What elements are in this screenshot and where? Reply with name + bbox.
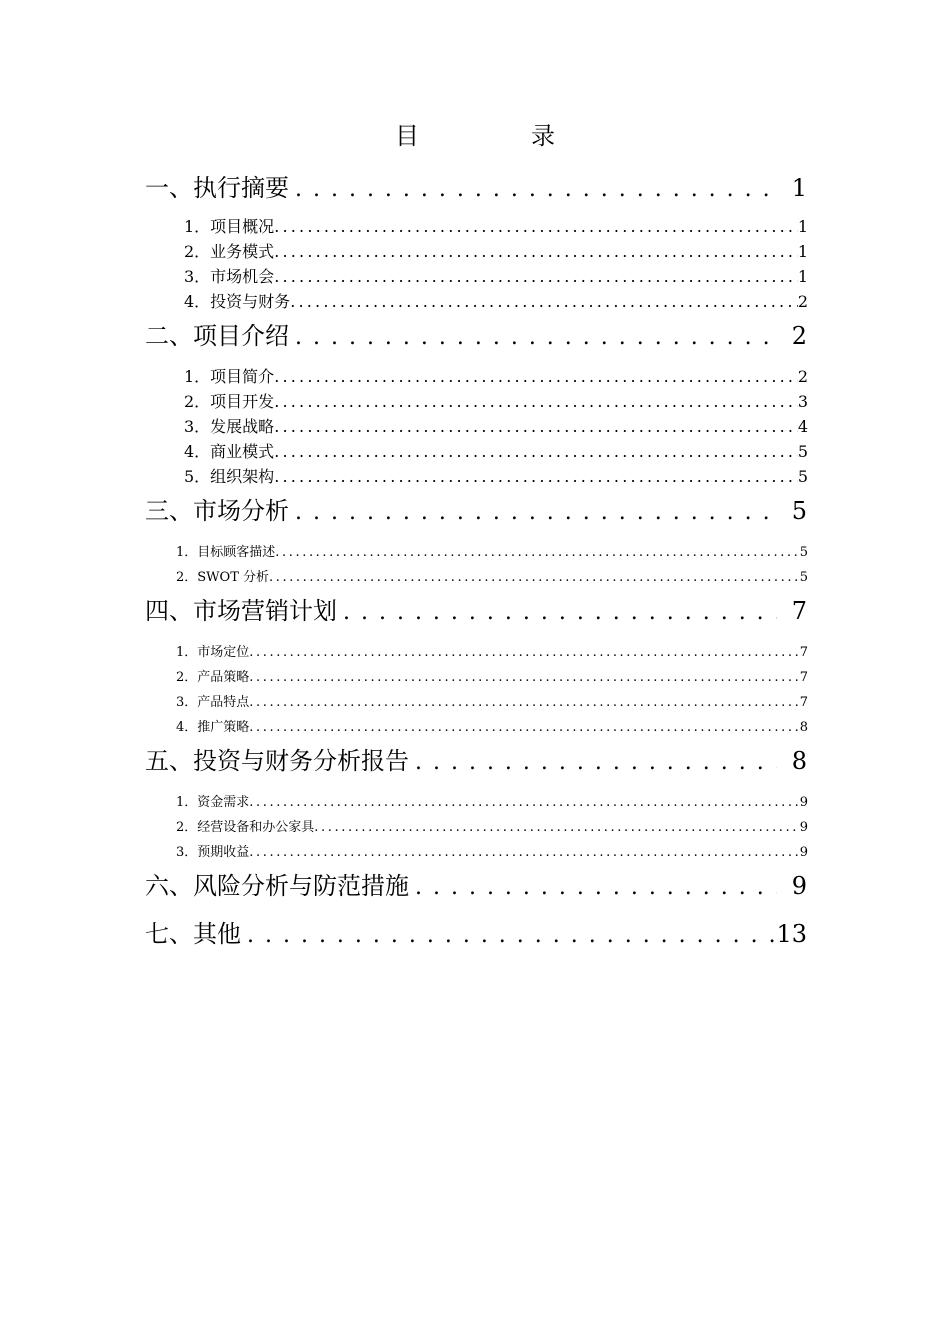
dot-leader bbox=[289, 325, 777, 350]
dot-leader bbox=[274, 417, 798, 436]
toc-item[interactable] bbox=[176, 666, 808, 688]
dot-leader bbox=[274, 217, 798, 236]
toc-item[interactable] bbox=[176, 716, 808, 738]
toc-heading-label: 六、风险分析与防范措施 bbox=[145, 872, 409, 900]
toc-item[interactable] bbox=[184, 414, 808, 438]
toc-item[interactable] bbox=[176, 816, 808, 838]
toc-item-label: 4．投资与财务 bbox=[184, 292, 291, 311]
dot-leader bbox=[289, 177, 777, 202]
dot-leader bbox=[274, 442, 798, 461]
toc-page-number: 9 bbox=[799, 795, 808, 810]
toc-page-number: 8 bbox=[791, 747, 807, 775]
toc-page-number: 9 bbox=[791, 872, 807, 900]
dot-leader bbox=[249, 695, 798, 710]
dot-leader bbox=[314, 820, 798, 835]
toc-heading-5[interactable] bbox=[145, 741, 807, 775]
toc-item[interactable] bbox=[184, 389, 808, 413]
toc-item[interactable] bbox=[176, 691, 808, 713]
dot-leader bbox=[249, 670, 798, 685]
toc-page-number: 5 bbox=[797, 467, 808, 486]
toc-page-number: 7 bbox=[791, 597, 807, 625]
toc-item[interactable] bbox=[184, 439, 808, 463]
dot-leader bbox=[274, 392, 798, 411]
dot-leader bbox=[274, 242, 798, 261]
toc-page-number: 8 bbox=[799, 720, 808, 735]
toc-heading-2[interactable] bbox=[145, 316, 807, 350]
toc-item-label: 2．业务模式 bbox=[184, 242, 275, 261]
dot-leader bbox=[409, 750, 777, 775]
dot-leader bbox=[337, 600, 777, 625]
toc-item[interactable] bbox=[184, 264, 808, 288]
dot-leader bbox=[290, 292, 798, 311]
toc-heading-label: 七、其他 bbox=[145, 920, 241, 948]
toc-page-number: 5 bbox=[791, 497, 807, 525]
toc-item-label: 4．商业模式 bbox=[184, 442, 275, 461]
toc-item[interactable] bbox=[184, 364, 808, 388]
toc-page-number: 2 bbox=[791, 322, 807, 350]
toc-page-number: 1 bbox=[797, 267, 808, 286]
toc-item-label: 3．预期收益 bbox=[176, 845, 250, 860]
toc-heading-label: 二、项目介绍 bbox=[145, 322, 289, 350]
toc-item-label: 2．项目开发 bbox=[184, 392, 275, 411]
toc-item[interactable] bbox=[176, 841, 808, 863]
dot-leader bbox=[269, 570, 798, 585]
toc-item[interactable] bbox=[184, 214, 808, 238]
dot-leader bbox=[274, 267, 798, 286]
toc-heading-label: 五、投资与财务分析报告 bbox=[145, 747, 409, 775]
toc-item[interactable] bbox=[176, 541, 808, 563]
toc-item[interactable] bbox=[176, 566, 808, 588]
toc-heading-4[interactable] bbox=[145, 591, 807, 625]
toc-item[interactable] bbox=[184, 289, 808, 313]
toc-item[interactable] bbox=[184, 239, 808, 263]
toc-page-number: 9 bbox=[799, 820, 808, 835]
dot-leader bbox=[249, 645, 798, 660]
toc-item[interactable] bbox=[176, 791, 808, 813]
toc-heading-label: 一、执行摘要 bbox=[145, 174, 289, 202]
toc-item-label: 2．经营设备和办公家具 bbox=[176, 820, 315, 835]
toc-item-label: 3．产品特点 bbox=[176, 695, 250, 710]
toc-item-label: 1．项目概况 bbox=[184, 217, 275, 236]
dot-leader bbox=[289, 500, 777, 525]
dot-leader bbox=[274, 367, 798, 386]
toc-page-number: 2 bbox=[797, 292, 808, 311]
toc-heading-6[interactable] bbox=[145, 866, 807, 900]
toc-page-number: 3 bbox=[797, 392, 808, 411]
dot-leader bbox=[241, 923, 776, 948]
dot-leader bbox=[274, 467, 798, 486]
dot-leader bbox=[409, 875, 777, 900]
toc-heading-label: 三、市场分析 bbox=[145, 497, 289, 525]
toc-item-label: 1．资金需求 bbox=[176, 795, 250, 810]
toc-page-number: 5 bbox=[797, 442, 808, 461]
toc-item-label: 5．组织架构 bbox=[184, 467, 275, 486]
toc-item-label: 1．目标顾客描述 bbox=[176, 545, 276, 560]
toc-page-number: 7 bbox=[799, 670, 808, 685]
toc-page-number: 7 bbox=[799, 695, 808, 710]
toc-page-number: 2 bbox=[797, 367, 808, 386]
toc-item-label: 1．市场定位 bbox=[176, 645, 250, 660]
toc-item[interactable] bbox=[184, 464, 808, 488]
toc-page-number: 1 bbox=[797, 217, 808, 236]
toc-page-number: 1 bbox=[797, 242, 808, 261]
toc-page-number: 5 bbox=[799, 545, 808, 560]
toc-item-label: 1．项目简介 bbox=[184, 367, 275, 386]
toc-page-number: 4 bbox=[797, 417, 808, 436]
toc-page-number: 5 bbox=[799, 570, 808, 585]
toc-heading-1[interactable] bbox=[145, 168, 807, 202]
toc-item-label: 3．发展战略 bbox=[184, 417, 275, 436]
toc-item-label: 2．SWOT 分析 bbox=[176, 570, 269, 585]
dot-leader bbox=[249, 795, 798, 810]
toc-item[interactable] bbox=[176, 641, 808, 663]
toc-heading-7[interactable] bbox=[145, 914, 807, 948]
toc-title: 目 录 bbox=[395, 122, 599, 150]
toc-page-number: 13 bbox=[776, 920, 807, 948]
toc-page-number: 7 bbox=[799, 645, 808, 660]
dot-leader bbox=[275, 545, 798, 560]
toc-heading-label: 四、市场营销计划 bbox=[145, 597, 337, 625]
toc-page-number: 1 bbox=[791, 174, 807, 202]
toc-item-label: 2．产品策略 bbox=[176, 670, 250, 685]
dot-leader bbox=[249, 845, 798, 860]
toc-item-label: 3．市场机会 bbox=[184, 267, 275, 286]
toc-page-number: 9 bbox=[799, 845, 808, 860]
toc-item-label: 4．推广策略 bbox=[176, 720, 250, 735]
toc-heading-3[interactable] bbox=[145, 491, 807, 525]
dot-leader bbox=[249, 720, 798, 735]
